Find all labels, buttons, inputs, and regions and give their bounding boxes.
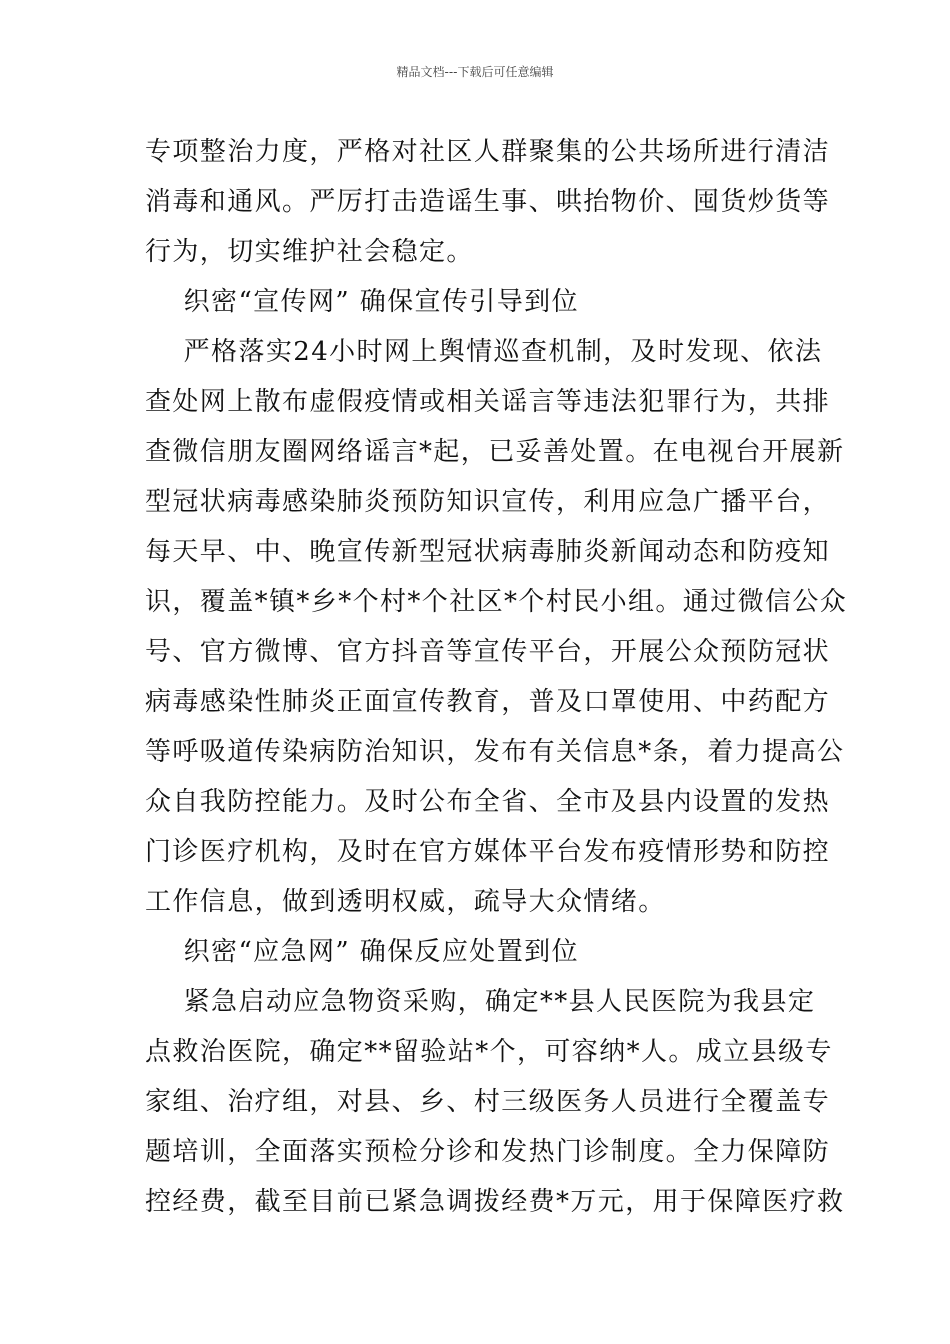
body-line: 家组、治疗组，对县、乡、村三级医务人员进行全覆盖专 — [145, 1087, 831, 1117]
section-heading: 织密“应急网” 确保反应处置到位 — [145, 937, 579, 967]
page-header: 精品文档---下载后可任意编辑 — [396, 65, 554, 79]
section-heading: 织密“宣传网” 确保宣传引导到位 — [145, 287, 579, 317]
body-line: 点救治医院，确定**留验站*个，可容纳*人。成立县级专 — [145, 1037, 833, 1067]
body-line: 病毒感染性肺炎正面宣传教育，普及口罩使用、中药配方 — [145, 687, 831, 717]
body-line: 查处网上散布虚假疫情或相关谣言等违法犯罪行为，共排 — [145, 387, 831, 417]
body-line: 等呼吸道传染病防治知识，发布有关信息*条，着力提高公 — [145, 737, 845, 767]
body-line: 消毒和通风。严厉打击造谣生事、哄抬物价、囤货炒货等 — [145, 187, 831, 217]
body-line: 查微信朋友圈网络谣言*起，已妥善处置。在电视台开展新 — [145, 437, 845, 467]
body-line: 众自我防控能力。及时公布全省、全市及县内设置的发热 — [145, 787, 831, 817]
body-line: 控经费，截至目前已紧急调拨经费*万元，用于保障医疗救 — [145, 1187, 845, 1217]
body-line: 号、官方微博、官方抖音等宣传平台，开展公众预防冠状 — [145, 637, 831, 667]
body-line: 专项整治力度，严格对社区人群聚集的公共场所进行清洁 — [145, 137, 831, 167]
body-line: 工作信息，做到透明权威，疏导大众情绪。 — [145, 887, 666, 917]
body-line: 型冠状病毒感染肺炎预防知识宣传，利用应急广播平台， — [145, 487, 831, 517]
body-line: 识，覆盖*镇*乡*个村*个社区*个村民小组。通过微信公众 — [145, 587, 848, 617]
body-line: 紧急启动应急物资采购，确定**县人民医院为我县定 — [145, 987, 816, 1017]
body-line: 题培训，全面落实预检分诊和发热门诊制度。全力保障防 — [145, 1137, 831, 1167]
body-line: 每天早、中、晚宣传新型冠状病毒肺炎新闻动态和防疫知 — [145, 537, 831, 567]
body-line: 严格落实24小时网上舆情巡查机制，及时发现、依法 — [145, 337, 823, 367]
body-line: 行为，切实维护社会稳定。 — [145, 237, 474, 267]
body-line: 门诊医疗机构，及时在官方媒体平台发布疫情形势和防控 — [145, 837, 831, 867]
